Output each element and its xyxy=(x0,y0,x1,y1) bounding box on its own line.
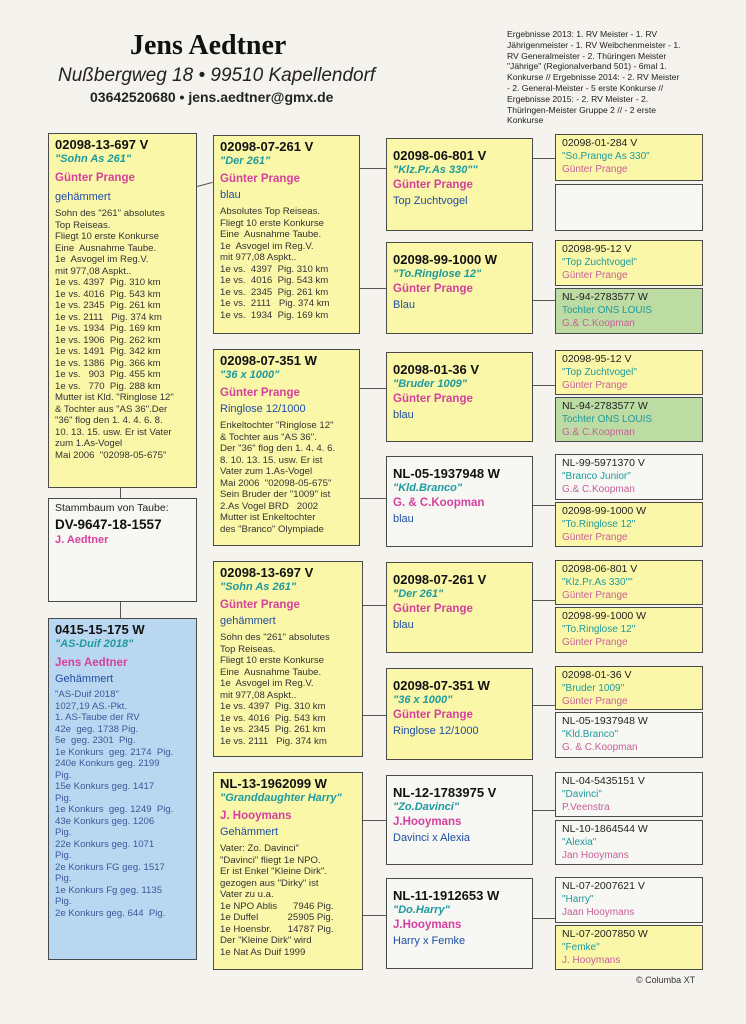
gen3-breeder: Günter Prange xyxy=(393,709,473,721)
gen3-color: Harry x Femke xyxy=(393,935,466,947)
gen3-name: "Klz.Pr.As 330"" xyxy=(393,164,478,176)
gen4-breeder: Jaan Hooymans xyxy=(562,907,635,918)
gen4-name: "Alexia" xyxy=(562,837,597,848)
gen3-ring: 02098-07-351 W xyxy=(393,678,490,693)
gen3-name: "36 x 1000" xyxy=(393,694,453,706)
gen3-ring: NL-05-1937948 W xyxy=(393,466,500,481)
gen3-breeder: Günter Prange xyxy=(393,603,473,615)
gen4-ring: NL-07-2007850 W xyxy=(562,928,648,940)
copyright-text: © Columba XT xyxy=(636,975,696,985)
owner-title: Jens Aedtner xyxy=(130,30,287,61)
gen4-breeder: G.& C.Koopman xyxy=(562,427,635,438)
gen4-ring: 02098-95-12 V xyxy=(562,353,632,365)
gen4-ring: 02098-01-284 V xyxy=(562,137,638,149)
gen3-ring: 02098-06-801 V xyxy=(393,148,487,163)
gen3-ring: 02098-01-36 V xyxy=(393,362,480,377)
gen3-breeder: J.Hooymans xyxy=(393,816,462,828)
gen4-breeder: P.Veenstra xyxy=(562,802,610,813)
father-ring: 02098-13-697 V xyxy=(55,137,149,152)
gen3-card[interactable] xyxy=(386,775,533,865)
gen4-ring: 02098-95-12 V xyxy=(562,243,632,255)
gen4-ring: NL-94-2783577 W xyxy=(562,291,648,303)
gen2-card[interactable] xyxy=(213,349,360,546)
gen4-ring: 02098-99-1000 W xyxy=(562,610,647,622)
gen3-breeder: Günter Prange xyxy=(393,179,473,191)
mother-color: Gehämmert xyxy=(55,673,114,685)
gen2-color: Ringlose 12/1000 xyxy=(220,403,306,415)
gen4-breeder: Günter Prange xyxy=(562,270,628,281)
subject-ring: DV-9647-18-1557 xyxy=(55,517,162,532)
gen3-breeder: Günter Prange xyxy=(393,393,473,405)
gen3-name: "Bruder 1009" xyxy=(393,378,468,390)
gen2-card[interactable] xyxy=(213,135,360,334)
gen4-name: "Davinci" xyxy=(562,789,602,800)
gen3-card[interactable] xyxy=(386,242,533,334)
gen2-notes: Vater: Zo. Davinci" "Davinci" fliegt 1e NPO. Er ist Enkel "Kleine Dirk". gezogen aus "Dirky" ist Vater zu u.a. 1e NPO Ablis 7946 Pig. 1e Duffel 25905 Pig. 1e Hoensbr. 14787 Pig. Der "Kleine Dirk" wird 1e Nat As Duif 1999 xyxy=(220,843,334,958)
gen3-color: blau xyxy=(393,409,414,421)
gen4-card[interactable] xyxy=(555,134,703,181)
owner-address: Nußbergweg 18 • 99510 Kapellendorf xyxy=(58,65,376,86)
gen2-color: Gehämmert xyxy=(220,826,279,838)
father-card[interactable] xyxy=(48,133,197,488)
gen3-card[interactable] xyxy=(386,878,533,969)
mother-breeder: Jens Aedtner xyxy=(55,657,128,669)
gen3-name: "To.Ringlose 12" xyxy=(393,268,482,280)
gen4-breeder: Günter Prange xyxy=(562,380,628,391)
gen4-ring: NL-07-2007621 V xyxy=(562,880,645,892)
gen4-name: "To.Ringlose 12" xyxy=(562,624,636,635)
gen4-card[interactable] xyxy=(555,240,703,286)
subject-card[interactable] xyxy=(48,498,197,602)
gen3-breeder: G. & C.Koopman xyxy=(393,497,485,509)
gen2-name: "Der 261" xyxy=(220,155,271,167)
gen4-name: "Klz.Pr.As 330"" xyxy=(562,577,633,588)
gen2-breeder: J. Hooymans xyxy=(220,810,292,822)
gen4-card[interactable] xyxy=(555,454,703,500)
gen4-name: "Branco Junior" xyxy=(562,471,631,482)
gen2-ring: 02098-07-261 V xyxy=(220,139,314,154)
father-breeder: Günter Prange xyxy=(55,172,135,184)
gen4-card[interactable] xyxy=(555,772,703,817)
gen3-name: "Der 261" xyxy=(393,588,444,600)
gen4-breeder: Günter Prange xyxy=(562,696,628,707)
gen4-ring: 02098-99-1000 W xyxy=(562,505,647,517)
father-notes: Sohn des "261" absolutes Top Reiseas. Fliegt 10 erste Konkurse Eine Ausnahme Taube. 1e Asvogel im Reg.V. mit 977,08 Aspkt.. 1e vs. 4397 Pig. 310 km 1e vs. 4016 Pig. 543 km 1e vs. 2345 Pig. 261 km 1e vs. 2111 Pig. 374 km 1e vs. 1934 Pig. 169 km 1e vs. 1906 Pig. 262 km 1e vs. 1491 Pig. 342 km 1e vs. 1386 Pig. 366 km 1e vs. 903 Pig. 455 km 1e vs. 770 Pig. 288 km Mutter ist Kld. "Ringlose 12" & Tochter aus "AS 36".Der "36" flog den 1. 4. 4. 6. 8. 10. 13. 15. usw. Er ist Vater zum 1.As-Vogel Mai 2006 "02098-05-675" xyxy=(55,208,174,461)
gen4-breeder: G.& C.Koopman xyxy=(562,484,635,495)
gen4-breeder: Günter Prange xyxy=(562,637,628,648)
gen4-ring: 02098-06-801 V xyxy=(562,563,638,575)
gen4-name: "To.Ringlose 12" xyxy=(562,519,636,530)
gen3-color: Top Zuchtvogel xyxy=(393,195,468,207)
gen4-card[interactable] xyxy=(555,712,703,758)
gen2-ring: 02098-13-697 V xyxy=(220,565,314,580)
mother-card[interactable] xyxy=(48,618,197,960)
gen2-notes: Absolutes Top Reiseas. Fliegt 10 erste Konkurse Eine Ausnahme Taube. 1e Asvogel im Reg.V. mit 977,08 Aspkt.. 1e vs. 4397 Pig. 310 km 1e vs. 4016 Pig. 543 km 1e vs. 2345 Pig. 261 km 1e vs. 2111 Pig. 374 km 1e vs. 1934 Pig. 169 km xyxy=(220,206,330,321)
gen4-card[interactable] xyxy=(555,502,703,547)
gen4-card[interactable] xyxy=(555,560,703,605)
gen4-name: Tochter ONS LOUIS xyxy=(562,414,653,425)
gen2-color: gehämmert xyxy=(220,615,276,627)
gen2-ring: NL-13-1962099 W xyxy=(220,776,327,791)
gen4-name: "Harry" xyxy=(562,894,594,905)
gen3-breeder: J.Hooymans xyxy=(393,919,462,931)
gen3-color: blau xyxy=(393,513,414,525)
gen4-name: "So.Prange As 330" xyxy=(562,151,650,162)
gen2-card[interactable] xyxy=(213,561,363,757)
gen4-breeder: Günter Prange xyxy=(562,164,628,175)
results-text: Ergebnisse 2013: 1. RV Meister - 1. RV Jährigenmeister - 1. RV Weibchenmeister - 1. RV Generalmeister - 2. Thüringen Meister "Jährige" (Regionalverband 501) - 6mal 1. Konkurse // Ergebnisse 2014: - 2. RV Meister - 2. General-Meister - 5 erste Konkurse // Ergebnisse 2015: - 2. RV Meister - 2. Thüringen-Meister Gruppe 2 // - 2 erste Konkurse xyxy=(507,29,681,126)
gen4-breeder: Günter Prange xyxy=(562,590,628,601)
gen3-color: Blau xyxy=(393,299,416,311)
gen2-name: "Sohn As 261" xyxy=(220,581,297,593)
gen4-card[interactable] xyxy=(555,607,703,653)
subject-owner: J. Aedtner xyxy=(55,534,109,546)
gen2-ring: 02098-07-351 W xyxy=(220,353,317,368)
gen4-name: "Bruder 1009" xyxy=(562,683,625,694)
gen3-card[interactable] xyxy=(386,456,533,547)
gen4-breeder: Günter Prange xyxy=(562,532,628,543)
gen3-ring: NL-12-1783975 V xyxy=(393,785,497,800)
gen3-name: "Kld.Branco" xyxy=(393,482,463,494)
gen4-card[interactable] xyxy=(555,350,703,395)
gen2-breeder: Günter Prange xyxy=(220,387,300,399)
gen4-ring: NL-99-5971370 V xyxy=(562,457,645,469)
gen4-name: "Top Zuchtvogel" xyxy=(562,257,637,268)
gen4-ring: NL-04-5435151 V xyxy=(562,775,645,787)
gen4-card[interactable] xyxy=(555,666,703,710)
gen4-ring: 02098-01-36 V xyxy=(562,669,632,681)
owner-contact: 03642520680 • jens.aedtner@gmx.de xyxy=(90,89,334,105)
gen3-name: "Zo.Davinci" xyxy=(393,801,460,813)
mother-notes: "AS-Duif 2018" 1027,19 AS.-Pkt. 1. AS-Taube der RV 42e geg. 1738 Pig. 5e geg. 2301 Pig. 1e Konkurs geg. 2174 Pig. 240e Konkurs geg. 2199 Pig. 15e Konkurs geg. 1417 Pig. 1e Konkurs geg. 1249 Pig. 43e Konkurs geg. 1206 Pig. 22e Konkurs geg. 1071 Pig. 2e Konkurs FG geg. 1517 Pig. 1e Konkurs Fg geg. 1135 Pig. 2e Konkurs geg. 644 Pig. xyxy=(55,689,174,919)
gen3-ring: NL-11-1912653 W xyxy=(393,888,500,903)
gen4-card[interactable] xyxy=(555,397,703,442)
gen3-color: Davinci x Alexia xyxy=(393,832,471,844)
gen4-breeder: J. Hooymans xyxy=(562,955,621,966)
gen3-card[interactable] xyxy=(386,352,533,442)
mother-name: "AS-Duif 2018" xyxy=(55,638,134,650)
mother-ring: 0415-15-175 W xyxy=(55,622,145,637)
gen4-breeder: G.& C.Koopman xyxy=(562,318,635,329)
gen4-card[interactable] xyxy=(555,288,703,334)
gen4-ring: NL-10-1864544 W xyxy=(562,823,648,835)
gen4-name: "Kld.Branco" xyxy=(562,729,619,740)
gen2-color: blau xyxy=(220,189,241,201)
gen3-card[interactable] xyxy=(386,668,533,760)
father-color: gehämmert xyxy=(55,191,111,203)
gen3-name: "Do.Harry" xyxy=(393,904,450,916)
gen3-card[interactable] xyxy=(386,562,533,653)
gen3-ring: 02098-07-261 V xyxy=(393,572,487,587)
gen4-name: "Femke" xyxy=(562,942,600,953)
father-name: "Sohn As 261" xyxy=(55,153,132,165)
gen4-ring: NL-94-2783577 W xyxy=(562,400,648,412)
gen4-card-empty[interactable] xyxy=(555,184,703,231)
gen3-color: Ringlose 12/1000 xyxy=(393,725,479,737)
gen4-name: "Top Zuchtvogel" xyxy=(562,367,637,378)
gen2-breeder: Günter Prange xyxy=(220,173,300,185)
gen3-card[interactable] xyxy=(386,138,533,231)
gen2-notes: Sohn des "261" absolutes Top Reiseas. Fliegt 10 erste Konkurse Eine Ausnahme Taube. 1e Asvogel im Reg.V. mit 977,08 Aspkt.. 1e vs. 4397 Pig. 310 km 1e vs. 4016 Pig. 543 km 1e vs. 2345 Pig. 261 km 1e vs. 2111 Pig. 374 km xyxy=(220,632,330,747)
gen4-breeder: G. & C.Koopman xyxy=(562,742,638,753)
gen4-card[interactable] xyxy=(555,925,703,970)
gen2-card[interactable] xyxy=(213,772,363,970)
gen4-card[interactable] xyxy=(555,820,703,865)
gen2-name: "36 x 1000" xyxy=(220,369,280,381)
gen4-ring: NL-05-1937948 W xyxy=(562,715,648,727)
subject-caption: Stammbaum von Taube: xyxy=(55,502,169,514)
gen3-breeder: Günter Prange xyxy=(393,283,473,295)
gen2-notes: Enkeltochter "Ringlose 12" & Tochter aus "AS 36". Der "36" flog den 1. 4. 4. 6. 8. 10. 13. 15. usw. Er ist Vater zum 1.As-Vogel Mai 2006 "02098-05-675" Sein Bruder der "1009" ist 2.As Vogel BRD 2002 Mutter ist Enkeltochter des "Branco" Olympiade xyxy=(220,420,336,535)
gen4-name: Tochter ONS LOUIS xyxy=(562,305,653,316)
gen4-breeder: Jan Hooymans xyxy=(562,850,629,861)
gen3-ring: 02098-99-1000 W xyxy=(393,252,498,267)
gen3-color: blau xyxy=(393,619,414,631)
gen4-card[interactable] xyxy=(555,877,703,923)
gen2-name: "Granddaughter Harry" xyxy=(220,792,342,804)
gen2-breeder: Günter Prange xyxy=(220,599,300,611)
